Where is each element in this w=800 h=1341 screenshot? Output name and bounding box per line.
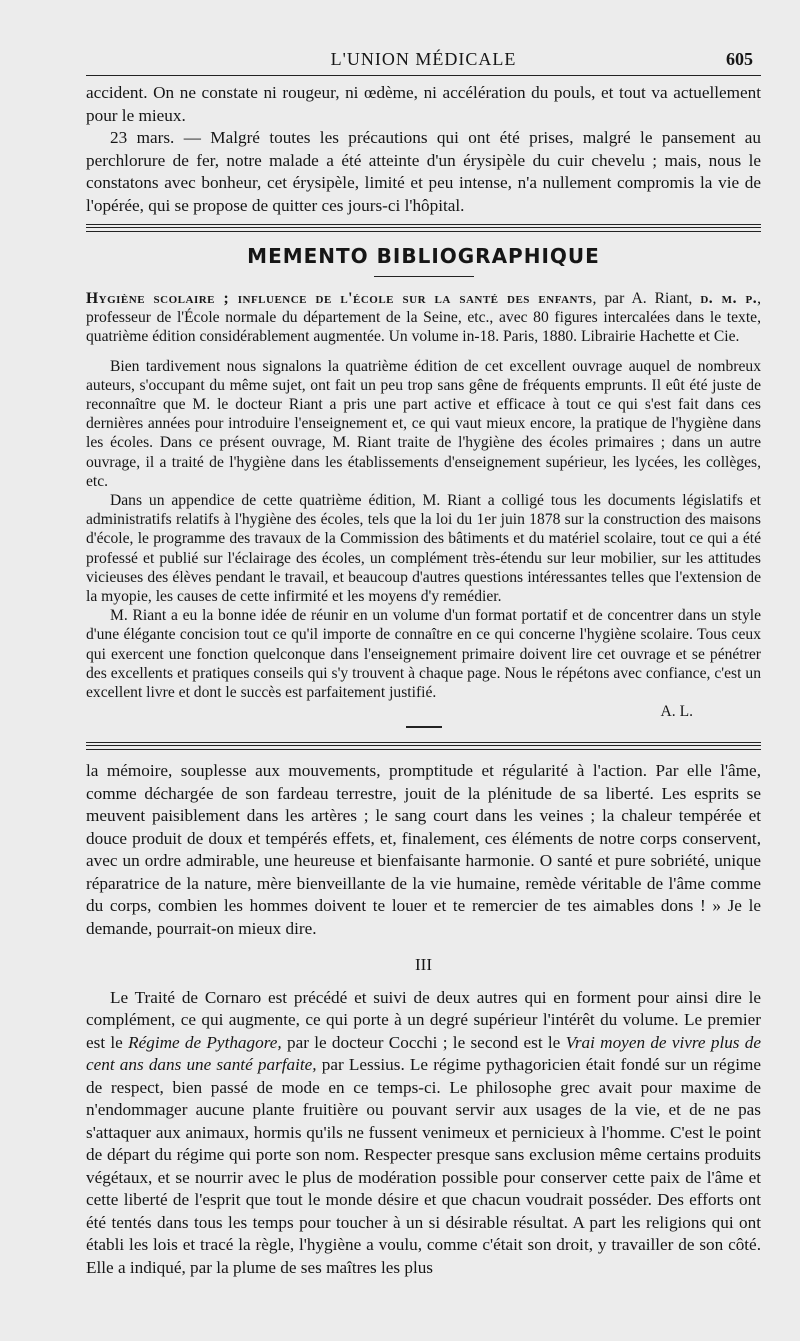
center-dash [406,726,442,728]
paragraph: 23 mars. — Malgré toutes les précautions qui ont été prises, malgré le pansement au perchlorure de fer, notre malade a été atteinte d'un érysipèle du cuir chevelu ; mais, nous le constatons avec bonheur, cet érysipèle, limité et peu intense, n'a nullement compromis la vie de l'opérée, qui se propose de quitter ces jours-ci l'hôpital. [86,128,761,215]
italic-title: Régime de Pythagore, [128,1032,282,1052]
text-run: par Lessius. Le régime pythagoricien était fondé sur un régime de respect, bien passé de mode en ce temps-ci. Le philosophe grec avait pour maxime de n'endommager aucune plante fruitière ou pouvant servir aux usages de la vie, et de ne pas s'attaquer aux animaux, hormis qu'ils ne fussent venimeux et pernicieux à l'homme. C'est le point de départ du régime qui porte son nom. Respecter presque sans exclusion même certains produits végétaux, et se nourrir avec le plus de modération possible pour conserver cette paix de l'âme et cette liberté de l'esprit que tout le monde désire et que chacun voudrait posséder. Des efforts ont été tentés dans tous les temps pour toucher à un si désirable résultat. A part les religions qui ont établi les lois et tracé la règle, l'hygiène a voulu, comme c'était son droit, y travailler de son côté. Elle a indiqué, par la plume de ses maîtres les plus [86,1055,762,1277]
book-review [86,289,762,721]
review-body [86,357,761,721]
case-report-ending [86,82,761,217]
section-divider-rule [86,742,761,750]
page-content [86,45,761,1279]
text-run: par le docteur Cocchi ; le second est le [281,1032,566,1052]
reference-details: , professeur de l'École normale du département de la Seine, etc., avec 80 figures intercalées dans le texte, quatrième édition considérablement augmentée. Un volume in-18. Paris, 1880. Librairie Hachette et Cie. [86,290,762,346]
title-underline [374,276,474,277]
italic-title: Vrai moyen de vivre plus de cent ans dans une santé parfaite, [86,1032,762,1075]
paragraph: la mémoire, souplesse aux mouvements, promptitude et régularité à l'action. Par elle l'âme, comme déchargée de son fardeau terrestre, jouit de la plénitude de sa liberté. Les esprits se meuvent paisiblement dans les artères ; le sang court dans les veines ; la chaleur tempérée et douce produit de doux et tempérés effets, et, finalement, ces éléments de notre corps conservent, avec un ordre admirable, une heureuse et bienfaisante harmonie. O santé et pure sobriété, unique réparatrice de la nature, mère bienveillante de la vie humaine, remède véritable de l'âme comme du corps, combien les hommes doivent te louer et te remercier de tes aimables dons ! » Je le demande, pourrait-on mieux dire. [86,761,761,938]
text-run: Le Traité de Cornaro est précédé et suivi de deux autres qui en forment pour ainsi dire le complément, ce qui augmente, ce qui porte à un degré supérieur l'intérêt du volume. Le premier est le [86,987,761,1052]
section-title: MEMENTO BIBLIOGRAPHIQUE [247,244,600,268]
review-signature: A. L. [660,703,693,721]
paragraph: Dans un appendice de cette quatrième édition, M. Riant a colligé tous les documents législatifs et administratifs relatifs à l'hygiène des écoles, tels que la loi du 1er juin 1878 sur la construction des maisons d'école, le programme des travaux de la Commission des bâtiments et du matériel scolaire, tout ce qui a été professé et publié sur l'éclairage des écoles, un complément très-étendu sur leur mobilier, sur les attitudes vicieuses des élèves pendant le travail, et beaucoup d'autres questions intéressantes telles que l'extension de la myopie, les causes de cette infirmité et les moyens d'y remédier. [86,492,761,606]
bibliographic-reference [86,289,761,347]
section-divider-rule [86,224,761,232]
paragraph: Bien tardivement nous signalons la quatrième édition de cet excellent ouvrage auquel de nombreux auteurs, s'occupant du même sujet, ont fait un peu trop sans gêne de fréquents emprunts. Il eût été juste de reconnaître que M. le docteur Riant a pris une part active et efficace à tout ce qui s'est fait dans ces dernières années pour introduire l'enseignement et, ce qui vaut mieux encore, la pratique de l'hygiène dans les écoles. Dans ce présent ouvrage, M. Riant traite de l'hygiène des écoles primaires ; dans un autre ouvrage, il a traité de l'hygiène dans les établissements d'enseignement supérieur, les lycées, les collèges, etc. [86,357,761,490]
header-rule [86,75,761,76]
article-continuation [86,760,761,1279]
paragraph [86,987,761,1280]
section-number: III [415,955,432,975]
paragraph: M. Riant a eu la bonne idée de réunir en un volume d'un format portatif et de concentrer dans un style d'une élégante concision tout ce qu'il importe de connaître en ce qui concerne l'hygiène scolaire. Tous ceux qui exercent une fonction quelconque dans l'enseignement primaire doivent lire cet ouvrage et se pénétrer des excellents et pratiques conseils qui s'y trouvent à chaque page. Nous le répétons avec confiance, c'est un excellent livre et dont le succès est parfaitement justifié. [86,607,761,702]
page-header [86,45,761,75]
reference-degree: d. m. p. [700,290,758,307]
reference-title: Hygiène scolaire ; influence de l'école sur la santé des enfants [86,290,593,307]
paragraph: accident. On ne constate ni rougeur, ni œdème, ni accélération du pouls, et tout va actuellement pour le mieux. [86,83,761,125]
page-number: 605 [726,49,753,69]
reference-author: , par A. Riant, [592,290,701,307]
running-title: L'UNION MÉDICALE [330,49,517,69]
